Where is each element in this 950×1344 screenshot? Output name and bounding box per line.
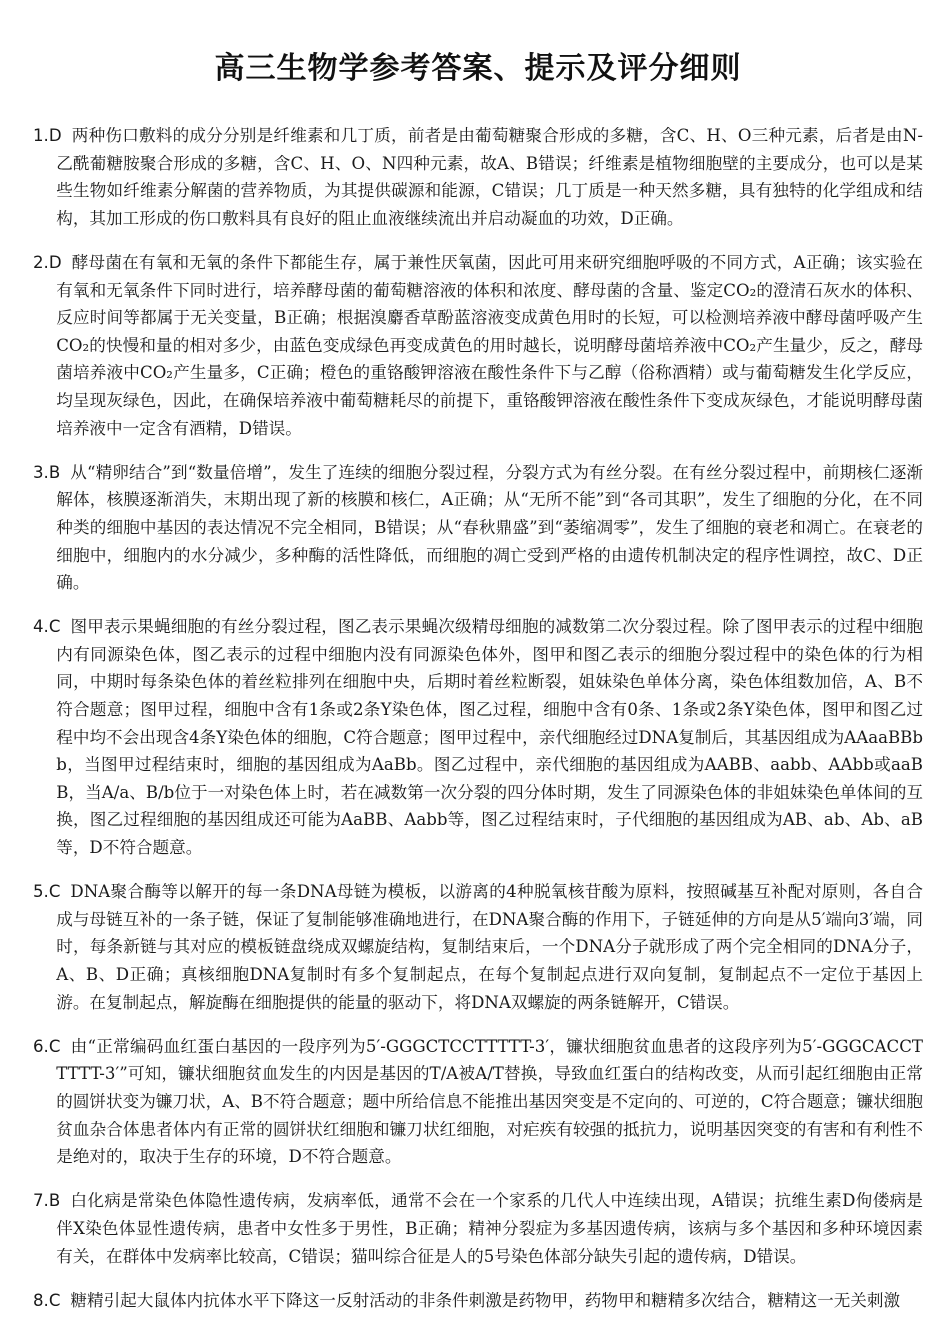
item-number: 6. — [33, 1036, 49, 1056]
item-answer: D — [48, 252, 62, 272]
item-number: 4. — [33, 617, 49, 637]
item-answer: B — [48, 1191, 61, 1211]
item-explanation: 两种伤口敷料的成分分别是纤维素和几丁质，前者是由葡萄糖聚合形成的多糖，含C、H、O三种元素，后者是由N-乙酰葡糖胺聚合形成的多糖，含C、H、O、N四种元素，故A、B错误；纤维素是植物细胞壁的主要成分，也可以是某些生物如纤维素分解菌的营养物质，为其提供碳源和能源，C错误；几丁质是一种天然多糖，具有独特的化学组成和结构，其加工形成的伤口敷料具有良好的阻止血液继续流出并启动凝血的功效，D正确。 — [56, 126, 923, 228]
answer-item-7 — [33, 1187, 923, 1270]
item-answer: C — [48, 1036, 61, 1056]
item-number: 5. — [33, 882, 49, 902]
item-explanation: 白化病是常染色体隐性遗传病，发病率低，通常不会在一个家系的几代人中连续出现，A错误；抗维生素D佝偻病是伴X染色体显性遗传病，患者中女性多于男性，B正确；精神分裂症为多基因遗传病，该病与多个基因和多种环境因素有关，在群体中发病率比较高，C错误；猫叫综合征是人的5号染色体部分缺失引起的遗传病，D错误。 — [56, 1191, 923, 1266]
item-explanation: 图甲表示果蝇细胞的有丝分裂过程，图乙表示果蝇次级精母细胞的减数第二次分裂过程。除了图甲表示的过程中细胞内有同源染色体，图乙表示的过程中细胞内没有同源染色体外，图甲和图乙表示的细胞分裂过程中的染色体的行为相同，中期时每条染色体的着丝粒排列在细胞中央，后期时着丝粒断裂，姐妹染色单体分离，染色体组数加倍，A、B不符合题意；图甲过程，细胞中含有1条或2条Y染色体，图乙过程，细胞中含有0条、1条或2条Y染色体，图甲和图乙过程中均不会出现含4条Y染色体的细胞，C符合题意；图甲过程中，亲代细胞经过DNA复制后，其基因组成为AAaaBBbb，当图甲过程结束时，细胞的基因组成为AaBb。图乙过程中，亲代细胞的基因组成为AABB、aabb、AAbb或aaBB，当A/a、B/b位于一对染色体上时，若在减数第一次分裂的四分体时期，发生了同源染色体的非姐妹染色单体间的互换，图乙过程细胞的基因组成还可能为AaBB、Aabb等，图乙过程结束时，子代细胞的基因组成为AB、ab、Ab、aB等，D不符合题意。 — [56, 617, 923, 858]
item-explanation: DNA聚合酶等以解开的每一条DNA母链为模板，以游离的4种脱氧核苷酸为原料，按照碱基互补配对原则，各自合成与母链互补的一条子链，保证了复制能够准确地进行，在DNA聚合酶的作用下，子链延伸的方向是从5′端向3′端，同时，每条新链与其对应的模板链盘绕成双螺旋结构，复制结束后，一个DNA分子就形成了两个完全相同的DNA分子，A、B、D正确；真核细胞DNA复制时有多个复制起点，在每个复制起点进行双向复制，复制起点不一定位于基因上游。在复制起点，解旋酶在细胞提供的能量的驱动下，将DNA双螺旋的两条链解开，C错误。 — [56, 882, 923, 1012]
item-answer: C — [48, 882, 61, 902]
item-number: 8. — [33, 1290, 49, 1310]
document-title: 高三生物学参考答案、提示及评分细则 — [214, 51, 742, 86]
item-explanation: 由“正常编码血红蛋白基因的一段序列为5′-GGGCTCCTTTTT-3′，镰状细胞贫血患者的这段序列为5′-GGGCACCTTTTT-3′”可知，镰状细胞贫血发生的内因是基因的T/A被A/T替换，导致血红蛋白的结构改变，从而引起红细胞由正常的圆饼状变为镰刀状，A、B不符合题意；题中所给信息不能推出基因突变是不定向的、可逆的，C符合题意；镰状细胞贫血杂合体患者体内有正常的圆饼状红细胞和镰刀状红细胞，对疟疾有较强的抵抗力，说明基因突变的有害和有利性不是绝对的，取决于生存的环境，D不符合题意。 — [56, 1036, 923, 1167]
item-explanation: 糖精引起大鼠体内抗体水平下降这一反射活动的非条件刺激是药物甲，药物甲和糖精多次结合，糖精这一无关刺激 — [70, 1290, 901, 1310]
item-explanation: 酵母菌在有氧和无氧的条件下都能生存，属于兼性厌氧菌，因此可用来研究细胞呼吸的不同方式，A正确；该实验在有氧和无氧条件下同时进行，培养酵母菌的葡萄糖溶液的体积和浓度、酵母菌的含量、鉴定CO₂的澄清石灰水的体积、反应时间等都属于无关变量，B正确；根据溴麝香草酚蓝溶液变成黄色用时的长短，可以检测培养液中酵母菌呼吸产生CO₂的快慢和量的相对多少，由蓝色变成绿色再变成黄色的用时越长，说明酵母菌培养液中CO₂产生量少，反之，酵母菌培养液中CO₂产生量多，C正确；橙色的重铬酸钾溶液在酸性条件下与乙醇（俗称酒精）或与葡萄糖发生化学反应，均呈现灰绿色，因此，在确保培养液中葡萄糖耗尽的前提下，重铬酸钾溶液在酸性条件下变成灰绿色，才能说明酵母菌培养液中一定含有酒精，D错误。 — [56, 252, 923, 438]
answer-list — [33, 122, 923, 1314]
item-answer: B — [48, 462, 61, 482]
item-number: 2. — [33, 252, 49, 272]
answer-item-6 — [33, 1033, 923, 1171]
item-number: 3. — [33, 462, 49, 482]
answer-item-1 — [33, 122, 923, 232]
answer-item-5 — [33, 878, 923, 1016]
item-explanation: 从“精卵结合”到“数量倍增”，发生了连续的细胞分裂过程，分裂方式为有丝分裂。在有丝分裂过程中，前期核仁逐渐解体，核膜逐渐消失，末期出现了新的核膜和核仁，A正确；从“无所不能”到“各司其职”，发生了细胞的分化，在不同种类的细胞中基因的表达情况不完全相同，B错误；从“春秋鼎盛”到“萎缩凋零”，发生了细胞的衰老和凋亡。在衰老的细胞中，细胞内的水分减少，多种酶的活性降低，而细胞的凋亡受到严格的由遗传机制决定的程序性调控，故C、D正确。 — [56, 462, 923, 593]
item-answer: D — [48, 126, 62, 145]
answer-item-2 — [33, 249, 923, 442]
item-answer: C — [48, 617, 61, 637]
item-answer: C — [48, 1290, 61, 1310]
item-number: 7. — [33, 1191, 49, 1211]
answer-item-4 — [33, 613, 923, 861]
answer-item-8 — [33, 1287, 923, 1315]
answer-item-3 — [33, 459, 923, 597]
item-number: 1. — [33, 126, 49, 145]
